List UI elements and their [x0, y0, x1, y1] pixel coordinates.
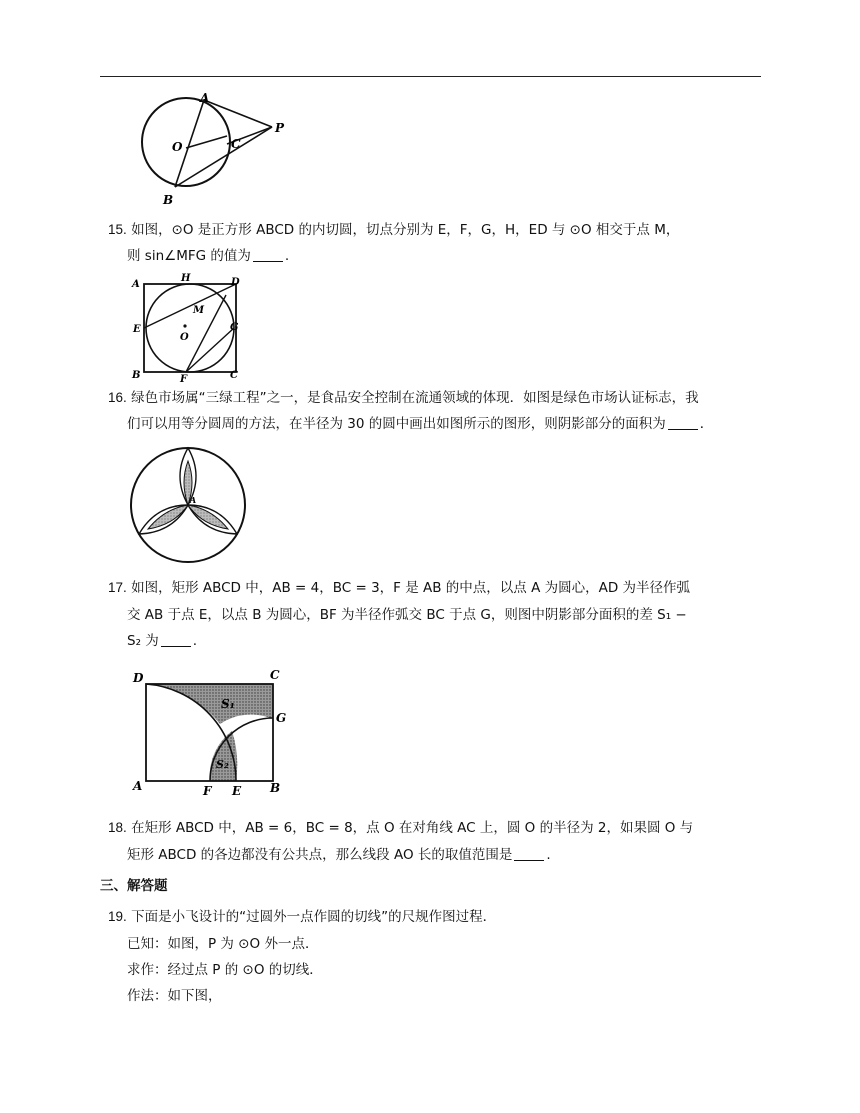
label-P: P: [275, 121, 285, 135]
label-A: A: [190, 495, 197, 505]
header-rule: [100, 76, 761, 77]
q19-given: 已知：如图，P 为 ⊙O 外一点．: [127, 936, 319, 952]
section-heading: 三、解答题: [100, 878, 168, 894]
answer-blank: [514, 846, 544, 861]
label-S1: S₁: [221, 697, 235, 711]
label-O: O: [180, 332, 189, 343]
label-E: E: [232, 784, 242, 798]
label-D: D: [231, 277, 240, 288]
label-G: G: [230, 322, 239, 333]
q17-line3: S₂ 为 .: [127, 633, 198, 649]
label-C: C: [230, 370, 238, 381]
q17-line2: 交 AB 于点 E，以点 B 为圆心，BF 为半径作弧交 BC 于点 G，则图中阴影部分面积的差 S₁ −: [127, 607, 687, 623]
figure-q14-circle-tangent: [130, 88, 295, 210]
label-C: C: [270, 668, 280, 682]
label-A: A: [133, 779, 143, 793]
label-B: B: [163, 193, 174, 207]
label-S2: S₂: [216, 758, 229, 771]
label-C: C: [231, 137, 241, 151]
answer-blank: [668, 415, 698, 430]
figure-q17-rectangle-arcs: [128, 668, 298, 800]
label-B: B: [132, 370, 141, 381]
q18-line2: 矩形 ABCD 的各边都没有公共点，那么线段 AO 长的取值范围是 .: [127, 847, 551, 863]
label-A: A: [200, 91, 210, 105]
q17-line1: 17. 如图，矩形 ABCD 中，AB = 4，BC = 3，F 是 AB 的中点，以点 A 为圆心，AD 为半径作弧: [108, 580, 691, 596]
answer-blank: [253, 247, 283, 262]
label-A: A: [132, 279, 140, 290]
figure-q16-green-market-logo: [128, 443, 248, 565]
q19-method: 作法：如下图，: [127, 988, 222, 1004]
label-M: M: [193, 305, 205, 316]
label-F: F: [180, 374, 188, 384]
label-H: H: [181, 273, 191, 284]
q19-find: 求作：经过点 P 的 ⊙O 的切线．: [127, 962, 323, 978]
answer-blank: [161, 632, 191, 647]
label-O: O: [172, 140, 183, 154]
q19-line1: 19. 下面是小飞设计的“过圆外一点作圆的切线”的尺规作图过程．: [108, 909, 497, 925]
figure-q15-square-incircle: [130, 272, 250, 384]
q16-line1: 16. 绿色市场属“三绿工程”之一，是食品安全控制在流通领域的体现．如图是绿色市场认证标志，我: [108, 390, 699, 406]
label-E: E: [133, 324, 141, 335]
label-D: D: [133, 671, 144, 685]
q15-line1: 15. 如图，⊙O 是正方形 ABCD 的内切圆，切点分别为 E，F，G，H，ED 与 ⊙O 相交于点 M，: [108, 222, 680, 238]
label-G: G: [276, 711, 287, 725]
label-F: F: [203, 784, 212, 798]
q16-line2: 们可以用等分圆周的方法，在半径为 30 的圆中画出如图所示的图形，则阴影部分的面积为 ．: [127, 416, 714, 432]
q18-line1: 18. 在矩形 ABCD 中，AB = 6，BC = 8，点 O 在对角线 AC 上，圆 O 的半径为 2，如果圆 O 与: [108, 820, 694, 836]
q15-line2: 则 sin∠MFG 的值为 .: [127, 248, 290, 264]
label-B: B: [270, 781, 281, 795]
